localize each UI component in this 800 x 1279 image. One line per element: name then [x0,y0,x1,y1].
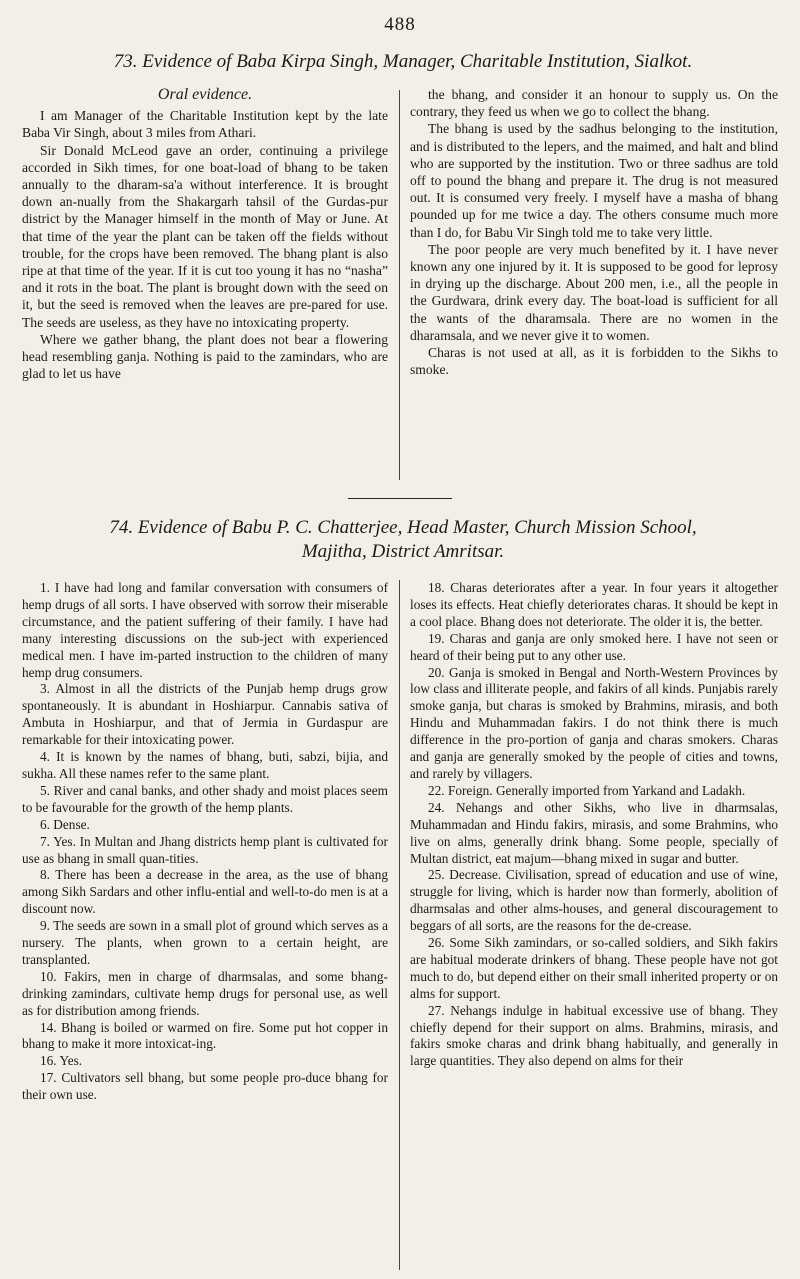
paragraph: 19. Charas and ganja are only smoked here. I have not seen or heard of their being put to any other use. [410,630,778,663]
paragraph: 4. It is known by the names of bhang, buti, sabzi, bijia, and sukha. All these names refer to the same plant. [22,749,388,781]
paragraph: 18. Charas deteriorates after a year. In four years it altogether loses its effects. Heat chiefly deteriorates charas. It should be kept in a cool place. Bhang does not deteriorate. The older it is, the better. [410,580,778,629]
paragraph: 7. Yes. In Multan and Jhang districts hemp plant is cultivated for use as bhang in small quan-tities. [22,833,388,866]
paragraph: Where we gather bhang, the plant does not bear a flowering head resembling ganja. Nothing is paid to the zamindars, who are glad to let us have [22,331,388,382]
paragraph: 3. Almost in all the districts of the Punjab hemp drugs grow spontaneously. It is abundant in Hoshiarpur. Cannabis sativa of Ambuta in Hoshiarpur, and that of Jermia in Gurdaspur are remarkable for their intoxicating power. [22,681,388,748]
paragraph: 26. Some Sikh zamindars, or so-called soldiers, and Sikh fakirs are habitual moderate drinkers of bhang. These people have not got much to do, but depend either on their small inherited property or on alms for support. [410,935,778,1001]
paragraph: 27. Nehangs indulge in habitual excessive use of bhang. They chiefly depend for their support on alms. Brahmins, mirasis, and fakirs smoke charas and drink bhang habitually, and generally in large quantities. They also depend on alms for their [410,1002,778,1069]
paragraph: 8. There has been a decrease in the area, as the use of bhang among Sikh Sardars and other influ-ential and well-to-do men is at a discount now. [22,867,388,917]
paragraph: 5. River and canal banks, and other shady and moist places seem to be favourable for the growth of the hemp plants. [22,782,388,815]
paragraph: The bhang is used by the sadhus belonging to the institution, and is distributed to the lepers, and the maimed, and halt and blind who are supported by the institution. Two or three sadhus are told off to pound the bhang and prepare it. The drug is not measured out. It is consumed very freely. I myself have a masha of bhang pounded up for me twice a day. The others consume much more than I do, for Babu Vir Singh told me to take very little. [410,121,778,240]
page-number: 488 [384,14,416,35]
section-divider [348,498,452,499]
paragraph: 10. Fakirs, men in charge of dharmsalas, and some bhang-drinking zamindars, cultivate hemp drugs for personal use, as well as for distribution among friends. [22,968,388,1018]
paragraph: 25. Decrease. Civilisation, spread of education and use of wine, struggle for living, which is harder now than formerly, abolition of dharmsalas and other alms-houses, and general discouragement to beggars of all sorts, are the reasons for the de-crease. [410,867,778,934]
section-74-heading: 74. Evidence of Babu P. C. Chatterjee, Head Master, Church Mission School, [109,517,697,538]
paragraph: 20. Ganja is smoked in Bengal and North-Western Provinces by low class and illiterate people, and fakirs of all kinds. Punjabis rarely smoke ganja, but charas is smoked by Brahmins, mirasis, and both Hindu and Muhammadan fakirs. I do not think there is much difference in the pro-portion of ganja and charas smokers. Charas and ganja are generally smoked by the people of cities and towns, and rarely by villagers. [410,664,778,781]
paragraph: 1. I have had long and familar conversation with consumers of hemp drugs of all sorts. I have observed with sorrow their miserable circumstance, and the patient suffering of their family. I have had many interesting discussions on the sub-ject with experienced medical men. I have im-parted instruction to the children of many hemp drug consumers. [22,580,388,680]
paragraph: 6. Dense. [40,816,90,832]
section-73-subheading: Oral evidence. [157,86,253,103]
section-73-heading: 73. Evidence of Baba Kirpa Singh, Manager, Charitable Institution, Sialkot. [113,51,693,72]
section-74-heading-line-2: Majitha, District Amritsar. [301,541,505,562]
paragraph: 22. Foreign. Generally imported from Yarkand and Ladakh. [428,782,746,798]
paragraph: 17. Cultivators sell bhang, but some people pro-duce bhang for their own use. [22,1070,388,1103]
paragraph: 16. Yes. [40,1053,83,1069]
paragraph: 9. The seeds are sown in a small plot of ground which serves as a nursery. The plants, when grown to a certain height, are transplanted. [22,918,388,967]
paragraph: the bhang, and consider it an honour to supply us. On the contrary, they feed us when we go to collect the bhang. [410,87,778,120]
paragraph: Charas is not used at all, as it is forbidden to the Sikhs to smoke. [410,345,778,378]
paragraph: 24. Nehangs and other Sikhs, who live in dharmsalas, Muhammadan and Hindu fakirs, mirasis, and some Brahmins, who live on alms, generally drink bhang. Some people, specially of Multan district, eat majum—bhang mixed in sugar and butter. [410,799,778,866]
section-74-right-column [410,580,778,1070]
section-73-left-column [22,86,388,382]
paragraph: The poor people are very much benefited by it. I have never known any one injured by it. It is supposed to be good for leprosy in drying up the discharge. About 200 men, i.e., all the people in the Gurdwara, drink every day. The boat-load is sufficient for all the wants of the dharamsala. There are no women in the dharamsala, and we never give it to women. [410,241,778,343]
paragraph: I am Manager of the Charitable Institution kept by the late Baba Vir Singh, about 3 miles from Athari. [22,108,388,141]
section-74-left-column [22,580,388,1104]
column-rule [399,90,400,480]
column-rule [399,580,400,1270]
section-73-right-column [410,86,778,378]
paragraph: Sir Donald McLeod gave an order, continuing a privilege accorded in Sikh times, for one boat-load of bhang to be taken annually to the dharam-sa'a without interference. It is brought down an-nually from the Shakargarh tahsil of the Gurdas-pur district by the Manager himself in the month of May or June. At that time of the year the plant can be taken off the fields without trouble, for the crops have been removed. The bhang plant is also ripe at that time of the year. If it is cut too young it has no “nasha” and it rots in the boat. The plant is brought down with the seed on it, but the seed is removed when the leaves are pre-pared for use. The seeds are useless, as they have no intoxicating property. [22,142,388,330]
paragraph: 14. Bhang is boiled or warmed on fire. Some put hot copper in bhang to make it more intoxicat-ing. [22,1019,388,1052]
